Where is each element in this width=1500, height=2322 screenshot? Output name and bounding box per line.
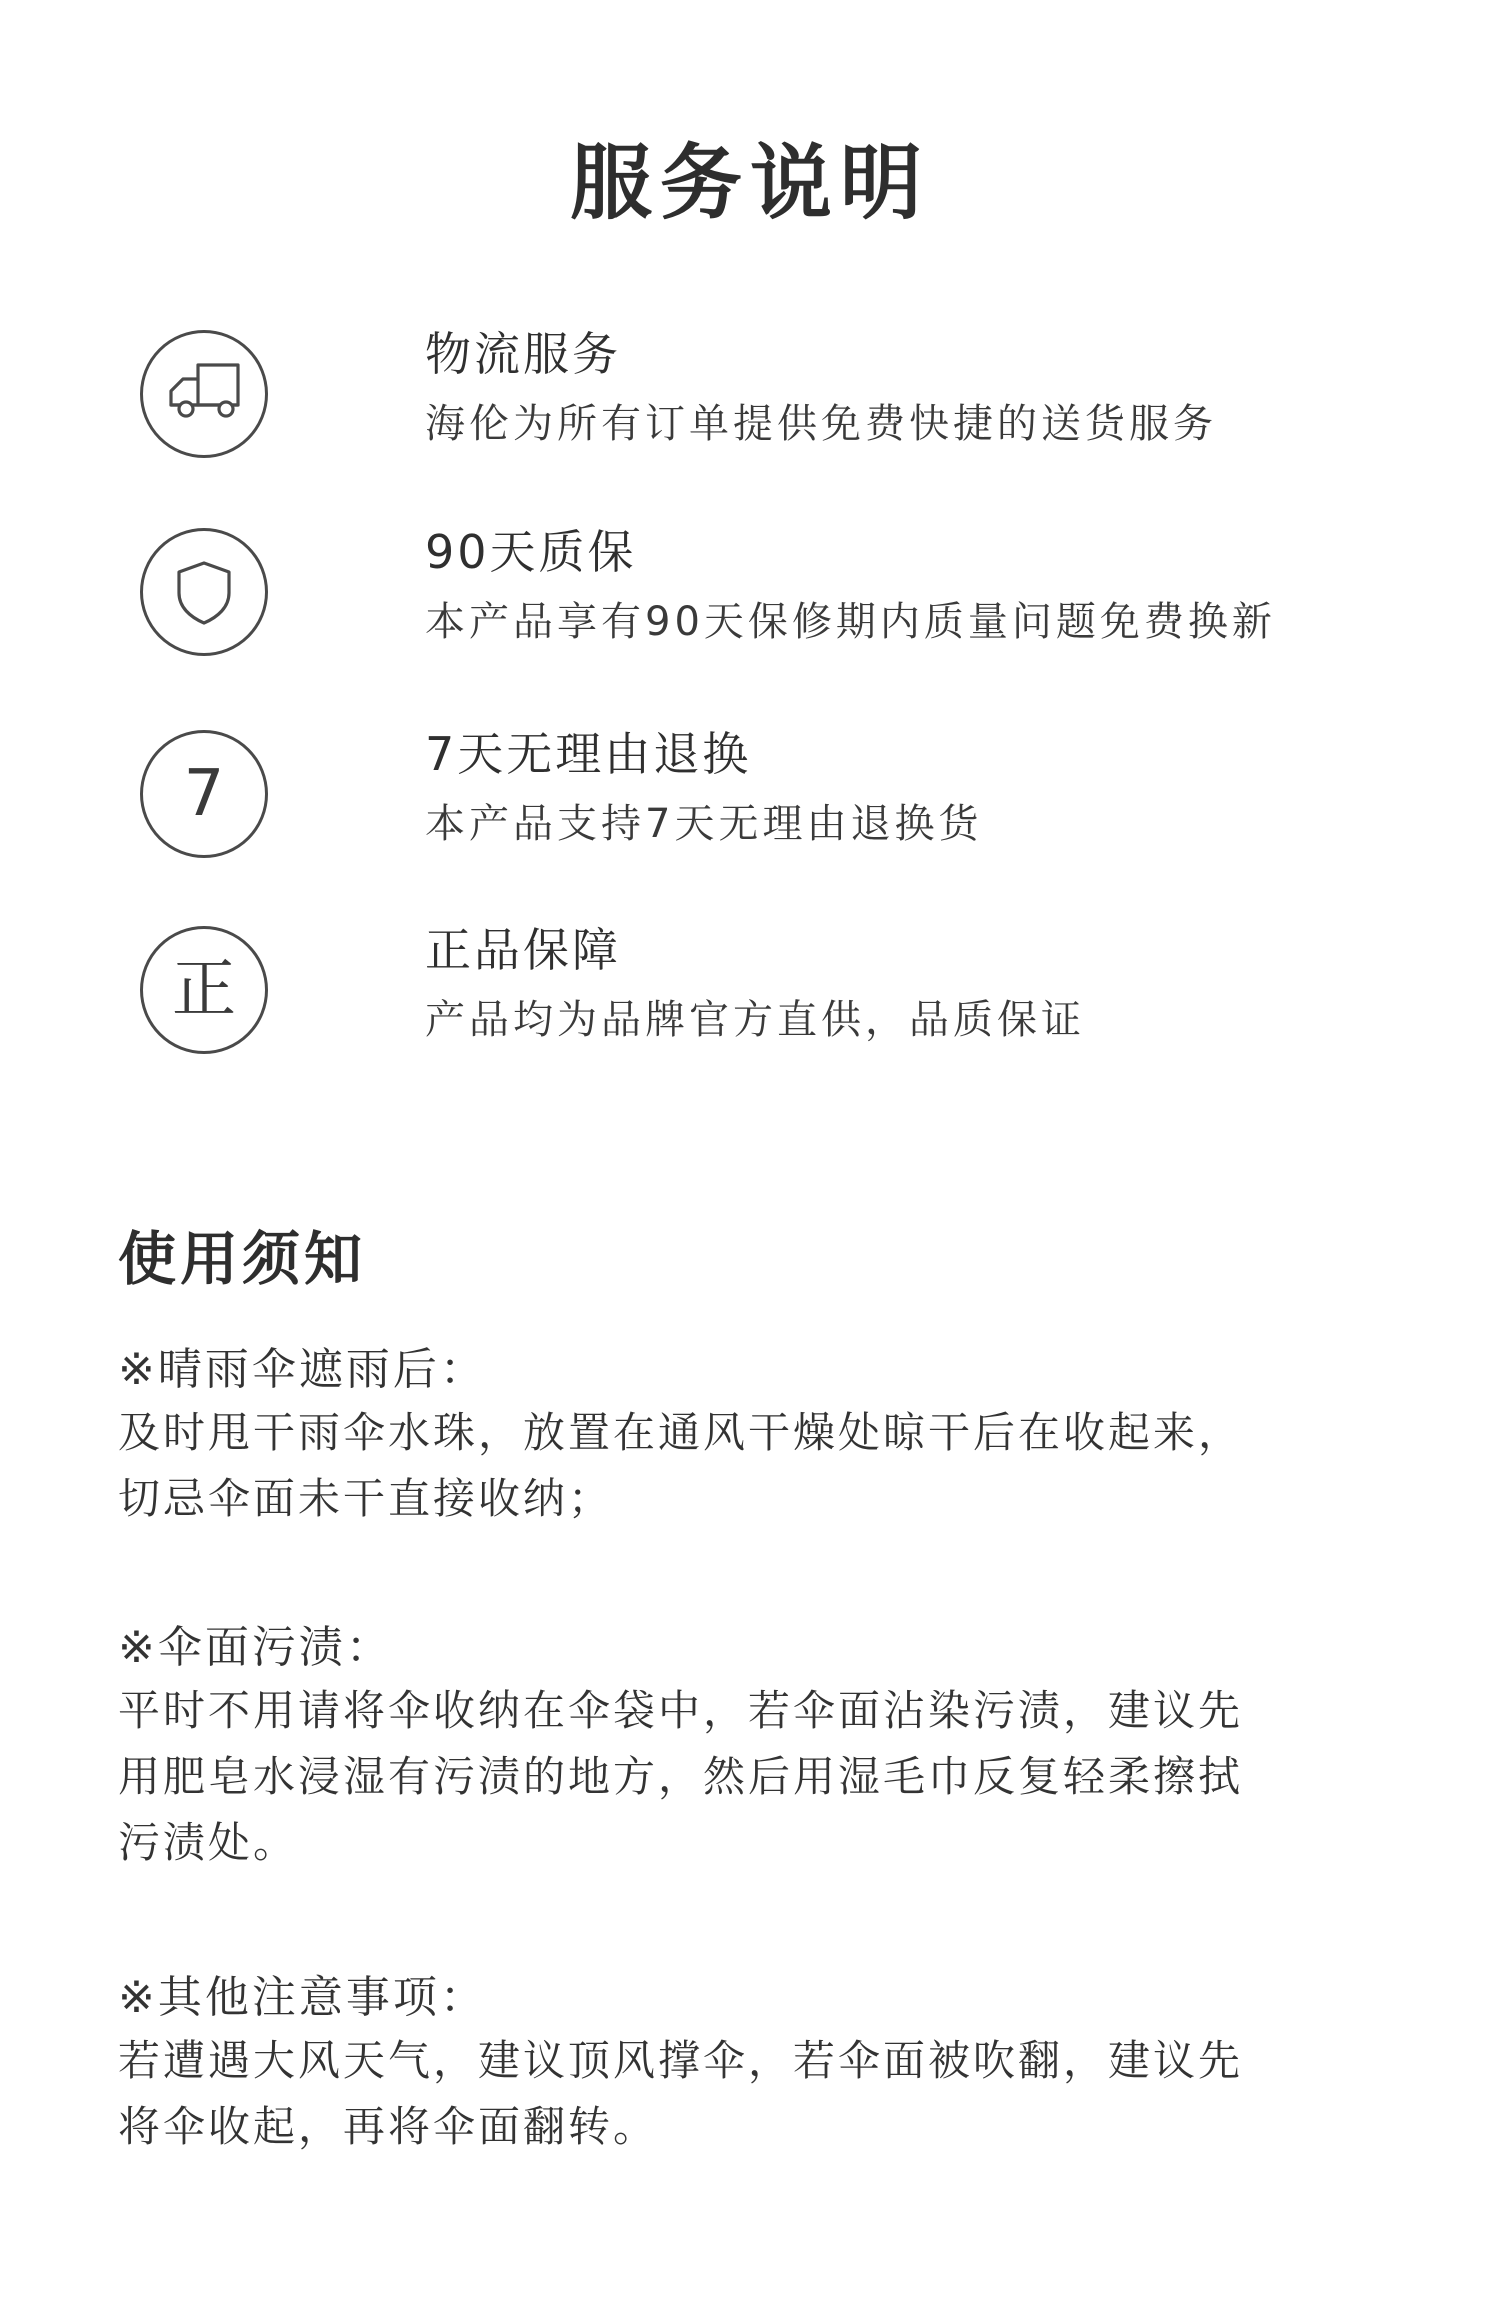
service-genuine bbox=[140, 923, 1400, 1066]
service-warranty bbox=[140, 525, 1400, 668]
genuine-icon bbox=[140, 926, 268, 1054]
service-title: 正品保障 bbox=[425, 923, 621, 977]
seven-icon bbox=[140, 730, 268, 858]
notice-item-title: ※晴雨伞遮雨后： bbox=[118, 1344, 487, 1395]
service-description: 产品均为品牌官方直供，品质保证 bbox=[425, 997, 1085, 1043]
notice-item-line: 若遭遇大风天气，建议顶风撑伞，若伞面被吹翻，建议先 bbox=[118, 2036, 1244, 2085]
notice-item-other bbox=[118, 1968, 1398, 2160]
notice-item-line: 用肥皂水浸湿有污渍的地方，然后用湿毛巾反复轻柔擦拭 bbox=[118, 1752, 1244, 1801]
genuine-icon-text: 正 bbox=[172, 953, 236, 1027]
seven-icon-text: 7 bbox=[183, 757, 225, 831]
notice-item-title: ※伞面污渍： bbox=[118, 1622, 393, 1673]
notice-item-title: ※其他注意事项： bbox=[118, 1972, 487, 2023]
service-description: 海伦为所有订单提供免费快捷的送货服务 bbox=[425, 401, 1217, 447]
truck-icon bbox=[140, 330, 268, 458]
notice-item-line: 平时不用请将伞收纳在伞袋中，若伞面沾染污渍，建议先 bbox=[118, 1686, 1244, 1735]
page-title: 服务说明 bbox=[569, 136, 930, 231]
service-logistics bbox=[140, 327, 1400, 470]
service-title: 7天无理由退换 bbox=[425, 727, 752, 781]
notice-item-line: 将伞收起，再将伞面翻转。 bbox=[118, 2102, 659, 2151]
service-title: 物流服务 bbox=[425, 327, 621, 381]
notice-item-line: 及时甩干雨伞水珠，放置在通风干燥处晾干后在收起来， bbox=[118, 1408, 1244, 1457]
service-return bbox=[140, 727, 1400, 870]
shield-icon bbox=[140, 528, 268, 656]
service-description: 本产品享有90天保修期内质量问题免费换新 bbox=[425, 599, 1276, 645]
service-title: 90天质保 bbox=[425, 525, 637, 579]
service-description: 本产品支持7天无理由退换货 bbox=[425, 801, 983, 847]
notice-item-line: 污渍处。 bbox=[118, 1818, 299, 1867]
notice-item-rain bbox=[118, 1340, 1398, 1532]
notice-item-stain bbox=[118, 1618, 1398, 1876]
notice-item-line: 切忌伞面未干直接收纳； bbox=[118, 1474, 614, 1523]
notice-heading: 使用须知 bbox=[118, 1225, 367, 1293]
